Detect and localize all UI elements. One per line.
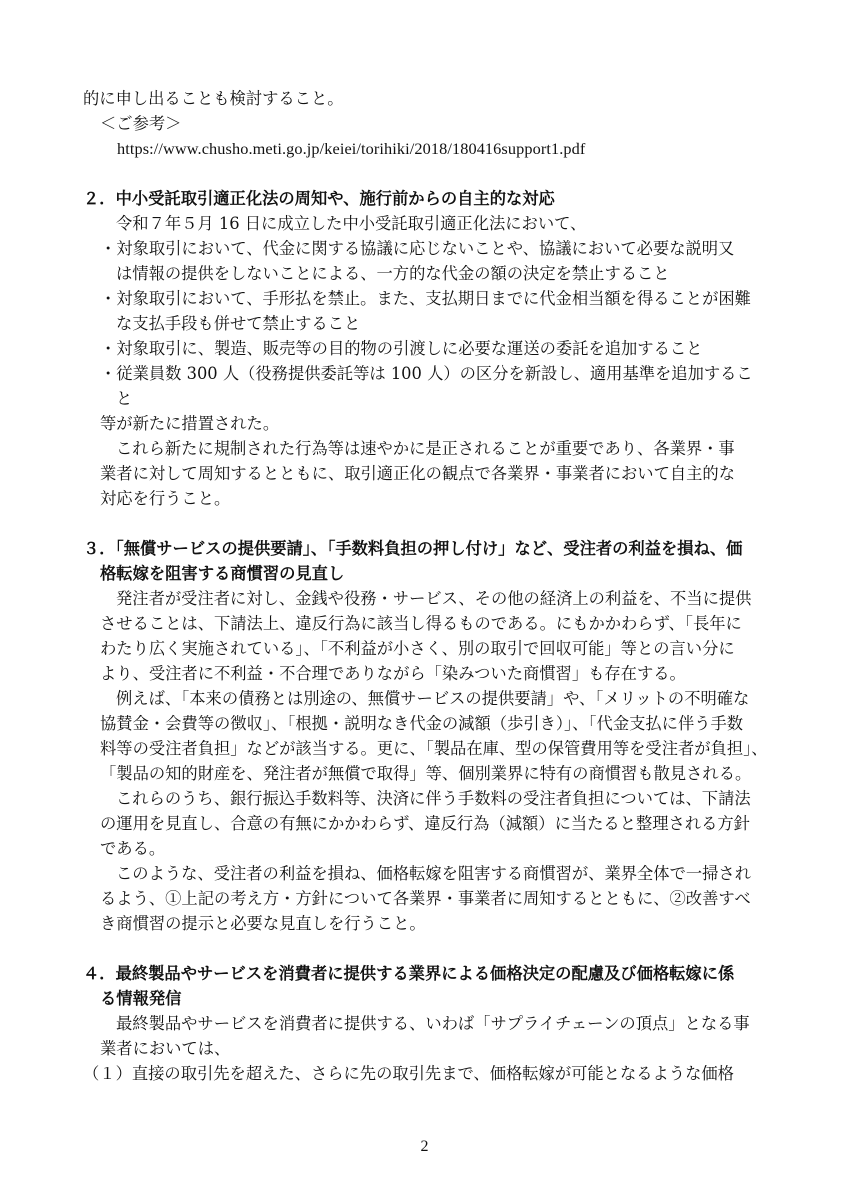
section-3-p3-line-2: の運用を見直し、合意の有無にかかわらず、違反行為（減額）に当たると整理される方針 <box>100 814 750 833</box>
section-3-p2-line-4: 「製品の知的財産を、発注者が無償で取得」等、個別業界に特有の商慣習も散見される。 <box>100 764 752 783</box>
bullet-4-line-2: と <box>116 389 133 408</box>
paragraph-continuation: 的に申し出ることも検討すること。 <box>83 89 344 108</box>
section-3-heading-line-2: 格転嫁を阻害する商慣習の見直し <box>100 564 345 583</box>
reference-label: ＜ご参考＞ <box>100 114 182 133</box>
section-4-p1-line-1: 最終製品やサービスを消費者に提供する、いわば「サプライチェーンの頂点」となる事 <box>116 1014 750 1033</box>
section-2-after: 等が新たに措置された。 <box>100 414 280 433</box>
section-3-p4-line-1: このような、受注者の利益を損ね、価格転嫁を阻害する商慣習が、業界全体で一掃され <box>116 864 751 883</box>
section-3-p1-line-1: 発注者が受注者に対し、金銭や役務・サービス、その他の経済上の利益を、不当に提供 <box>116 589 752 608</box>
section-4-heading-line-2: る情報発信 <box>100 989 182 1008</box>
section-2-lead: 令和７年５月 16 日に成立した中小受託取引適正化法において、 <box>116 214 587 233</box>
section-3-p1-line-3: わたり広く実施されている」、「不利益が小さく、別の取引で回収可能」等との言い分に <box>100 639 735 658</box>
section-3-p2-line-1: 例えば、「本来の債務とは別途の、無償サービスの提供要請」や、「メリットの不明確な <box>116 689 750 708</box>
section-3-p4-line-3: き商慣習の提示と必要な見直しを行うこと。 <box>100 914 426 933</box>
bullet-1-line-2: は情報の提供をしないことによる、一方的な代金の額の決定を禁止すること <box>116 264 670 283</box>
bullet-2-line-1: ・対象取引において、手形払を禁止。また、支払期日までに代金相当額を得ることが困難 <box>100 289 751 308</box>
section-4-item-1: （１）直接の取引先を超えた、さらに先の取引先まで、価格転嫁が可能となるような価格 <box>83 1064 734 1083</box>
bullet-1-line-1: ・対象取引において、代金に関する協議に応じないことや、協議において必要な説明又 <box>100 239 735 258</box>
section-3-p1-line-2: させることは、下請法上、違反行為に該当し得るものである。にもかかわらず、「長年に <box>100 614 742 633</box>
section-3-p2-line-3: 料等の受注者負担」などが該当する。更に、「製品在庫、型の保管費用等を受注者が負担」、 <box>100 739 768 758</box>
section-3-p4-line-2: るよう、①上記の考え方・方針について各業界・事業者に周知するとともに、②改善すべ <box>100 889 751 908</box>
section-3-p2-line-2: 協賛金・会費等の徴収」、「根拠・説明なき代金の減額（歩引き）」、「代金支払に伴う手数 <box>100 714 744 733</box>
section-3-p1-line-4: より、受注者に不利益・不合理でありながら「染みついた商慣習」も存在する。 <box>100 664 686 683</box>
section-2-paragraph-line-1: これら新たに規制された行為等は速やかに是正されることが重要であり、各業界・事 <box>116 439 735 458</box>
section-4-heading-line-1: ４．最終製品やサービスを消費者に提供する業界による価格決定の配慮及び価格転嫁に係 <box>83 964 735 983</box>
reference-url: https://www.chusho.meti.go.jp/keiei/torihiki/2018/180416support1.pdf <box>117 139 586 158</box>
section-2-heading: ２．中小受託取引適正化法の周知や、施行前からの自主的な対応 <box>83 189 555 208</box>
page-number: 2 <box>420 1138 429 1155</box>
section-2-paragraph-line-3: 対応を行うこと。 <box>100 489 231 508</box>
section-2-paragraph-line-2: 業者に対して周知するとともに、取引適正化の観点で各業界・事業者において自主的な <box>100 464 735 483</box>
section-3-p3-line-3: である。 <box>100 839 166 858</box>
bullet-4-line-1: ・従業員数 300 人（役務提供委託等は 100 人）の区分を新設し、適用基準を追加するこ <box>100 364 753 383</box>
section-4-p1-line-2: 業者においては、 <box>100 1039 231 1058</box>
section-3-p3-line-1: これらのうち、銀行振込手数料等、決済に伴う手数料の受注者負担については、下請法 <box>116 789 751 808</box>
bullet-2-line-2: な支払手段も併せて禁止すること <box>116 314 361 333</box>
section-3-heading-line-1: ３．「無償サービスの提供要請」、「手数料負担の押し付け」など、受注者の利益を損ね、価 <box>83 539 743 558</box>
bullet-3: ・対象取引に、製造、販売等の目的物の引渡しに必要な運送の委託を追加すること <box>100 339 703 358</box>
